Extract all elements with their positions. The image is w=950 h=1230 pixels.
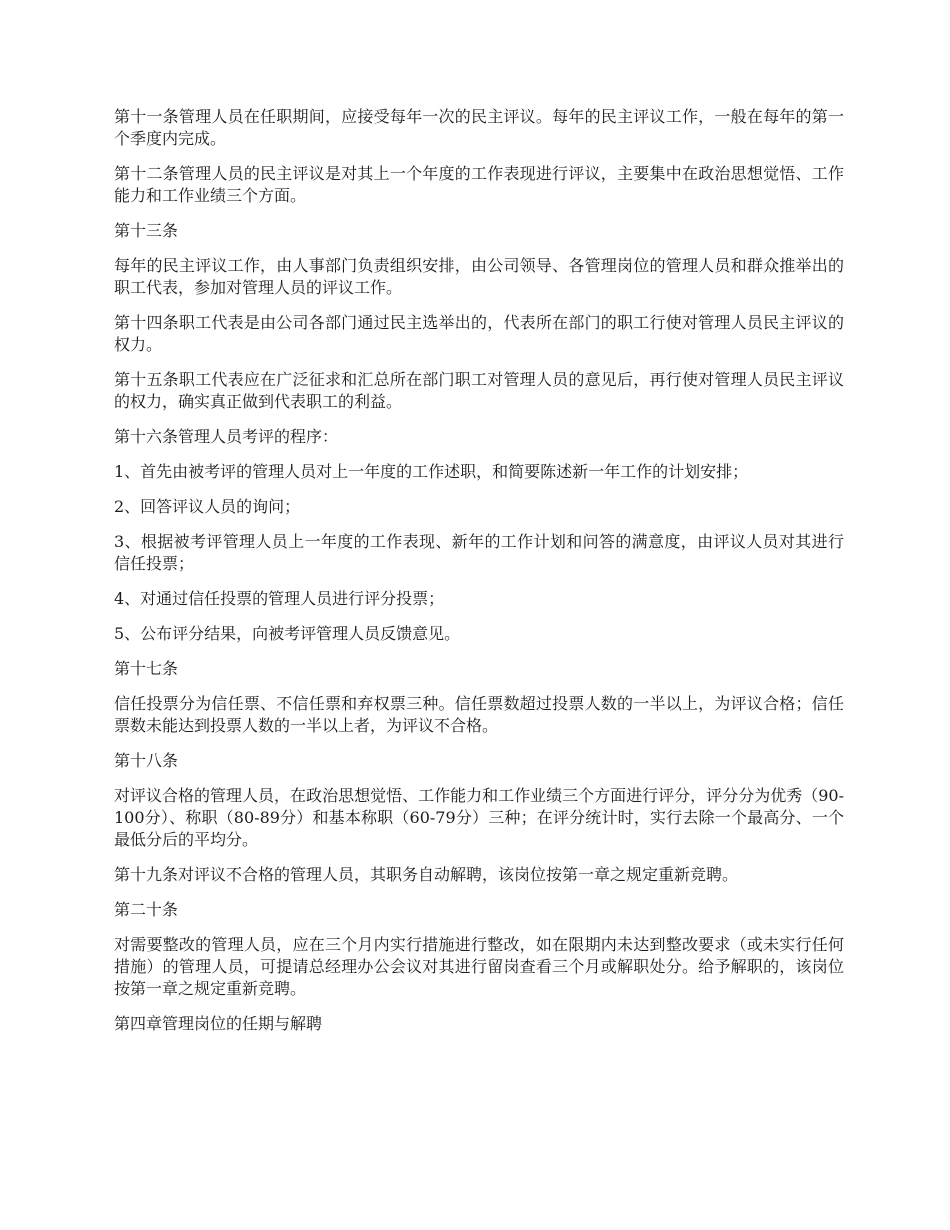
procedure-step-2: 2、回答评议人员的询问； xyxy=(114,497,301,516)
article-20-paragraph: 对需要整改的管理人员，应在三个月内实行措施进行整改，如在限期内未达到整改要求（或未实行任何措施）的管理人员，可提请总经理办公会议对其进行留岗查看三个月或解职处分。给予解职的，该岗位按第一章之规定重新竞聘。 xyxy=(114,935,844,998)
chapter-4-heading: 第四章管理岗位的任期与解聘 xyxy=(114,1014,323,1033)
article-12-paragraph: 第十二条管理人员的民主评议是对其上一个年度的工作表现进行评议，主要集中在政治思想觉悟、工作能力和工作业绩三个方面。 xyxy=(114,164,844,205)
article-19-paragraph: 第十九条对评议不合格的管理人员，其职务自动解聘，该岗位按第一章之规定重新竞聘。 xyxy=(114,865,739,884)
article-18-heading: 第十八条 xyxy=(114,751,179,770)
article-13-heading: 第十三条 xyxy=(114,221,179,240)
article-11-paragraph: 第十一条管理人员在任职期间，应接受每年一次的民主评议。每年的民主评议工作，一般在每年的第一个季度内完成。 xyxy=(114,107,844,148)
article-13-paragraph: 每年的民主评议工作，由人事部门负责组织安排，由公司领导、各管理岗位的管理人员和群众推举出的职工代表，参加对管理人员的评议工作。 xyxy=(114,256,844,297)
article-14-paragraph: 第十四条职工代表是由公司各部门通过民主选举出的，代表所在部门的职工行使对管理人员民主评议的权力。 xyxy=(114,313,844,354)
article-20-heading: 第二十条 xyxy=(114,900,179,919)
procedure-step-5: 5、公布评分结果，向被考评管理人员反馈意见。 xyxy=(114,624,461,643)
article-16-paragraph: 第十六条管理人员考评的程序： xyxy=(114,427,339,446)
document-body xyxy=(114,106,844,1048)
procedure-step-3: 3、根据被考评管理人员上一年度的工作表现、新年的工作计划和问答的满意度，由评议人员对其进行信任投票； xyxy=(114,532,844,573)
article-17-paragraph: 信任投票分为信任票、不信任票和弃权票三种。信任票数超过投票人数的一半以上，为评议合格；信任票数未能达到投票人数的一半以上者，为评议不合格。 xyxy=(114,694,844,735)
article-17-heading: 第十七条 xyxy=(114,659,179,678)
article-15-paragraph: 第十五条职工代表应在广泛征求和汇总所在部门职工对管理人员的意见后，再行使对管理人员民主评议的权力，确实真正做到代表职工的利益。 xyxy=(114,370,844,411)
procedure-step-1: 1、首先由被考评的管理人员对上一年度的工作述职，和简要陈述新一年工作的计划安排； xyxy=(114,462,749,481)
article-18-paragraph: 对评议合格的管理人员，在政治思想觉悟、工作能力和工作业绩三个方面进行评分，评分分为优秀（90-100分）、称职（80-89分）和基本称职（60-79分）三种；在评分统计时，实行去除一个最高分、一个最低分后的平均分。 xyxy=(114,786,844,849)
procedure-step-4: 4、对通过信任投票的管理人员进行评分投票； xyxy=(114,589,445,608)
